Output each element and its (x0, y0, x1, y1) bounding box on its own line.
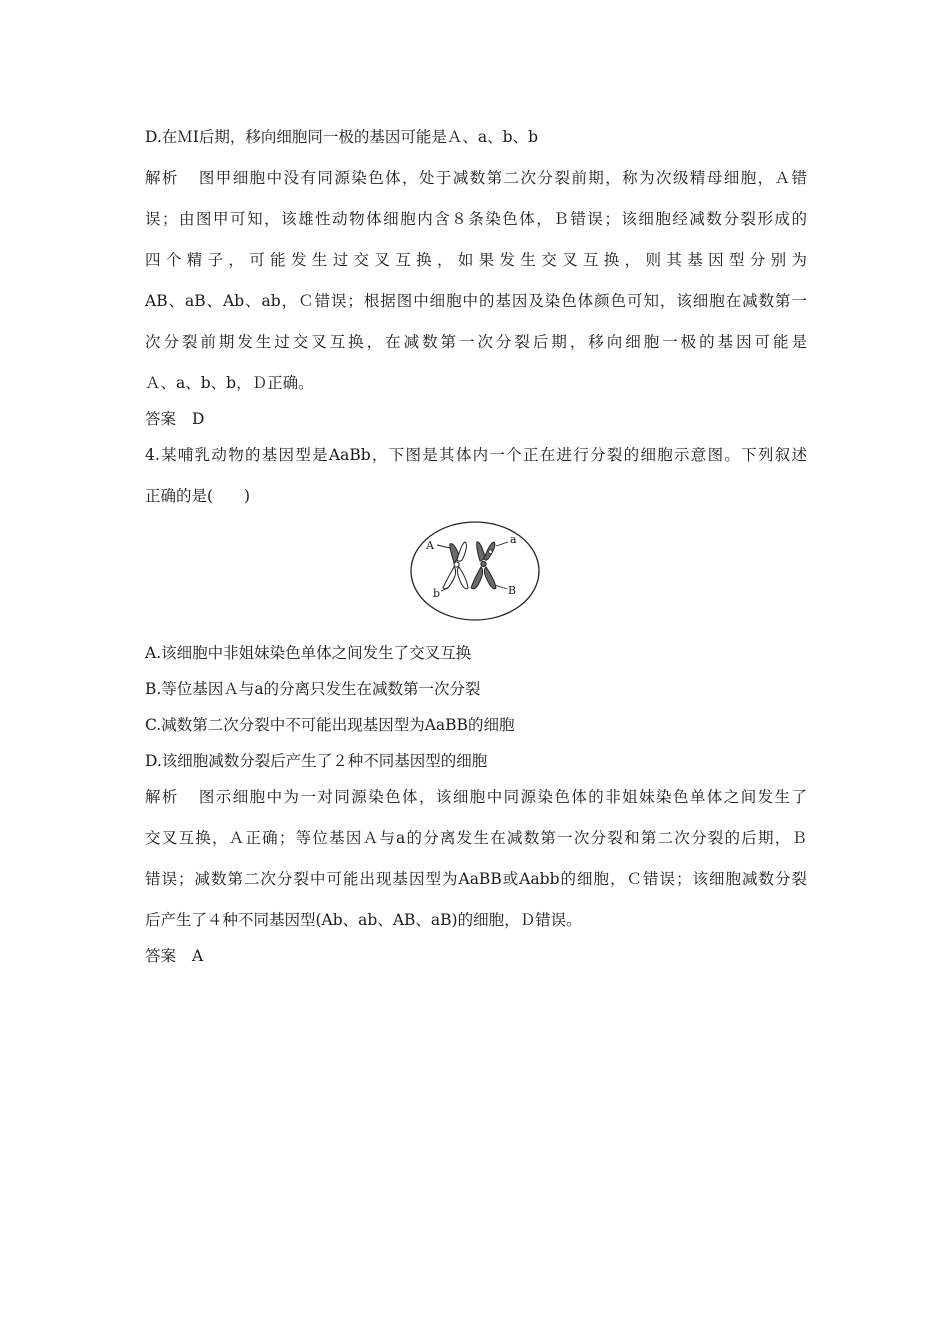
prev-analysis-line-6: Ａ、a、b、b，Ｄ正确。 (145, 374, 314, 392)
q4-stem-line-2: 正确的是( ) (145, 487, 251, 505)
prev-analysis (145, 165, 807, 396)
q4-option-c: C.减数第二次分裂中不可能出现基因型为AaBB的细胞 (145, 716, 515, 734)
q4-analysis-line-1: 解析 图示细胞中为一对同源染色体，该细胞中同源染色体的非姐妹染色单体之间发生了 (145, 788, 807, 806)
cell-diagram (407, 518, 543, 626)
cell-diagram-figure (145, 516, 807, 636)
gene-label-a: a (510, 533, 517, 546)
prev-answer-value: D (192, 410, 205, 428)
q4-analysis-line-3: 错误；减数第二次分裂中可能出现基因型为AaBB或Aabb的细胞，Ｃ错误；该细胞减数分裂 (145, 870, 807, 888)
cell-membrane (411, 522, 539, 620)
gene-label-B: B (508, 584, 517, 597)
page-content (145, 124, 807, 969)
q4-answer (145, 943, 807, 969)
prev-answer (145, 406, 807, 432)
q4-analysis-label: 解析 (145, 788, 179, 806)
q4-stem-line-1: 4.某哺乳动物的基因型是AaBb，下图是其体内一个正在进行分裂的细胞示意图。下列叙述 (145, 446, 807, 464)
q4-option-d: D.该细胞减数分裂后产生了２种不同基因型的细胞 (145, 752, 488, 770)
q4-answer-label: 答案 (145, 947, 177, 965)
prev-analysis-line-1: 解析 图甲细胞中没有同源染色体，处于减数第二次分裂前期，称为次级精母细胞，Ａ错 (145, 169, 807, 187)
q4-analysis-line-2: 交叉互换，Ａ正确；等位基因Ａ与a的分离发生在减数第一次分裂和第二次分裂的后期，Ｂ (145, 829, 807, 847)
prev-answer-label: 答案 (145, 410, 177, 428)
chromosome-white (443, 542, 468, 589)
chromosome-gray (471, 542, 496, 589)
prev-analysis-line-4: AB、aB、Ab、ab，Ｃ错误；根据图中细胞中的基因及染色体颜色可知，该细胞在减数第一 (145, 292, 807, 310)
q4-option-a: A.该细胞中非姐妹染色单体之间发生了交叉互换 (145, 644, 472, 662)
q4-answer-value: A (192, 947, 204, 965)
q4-analysis-line-4: 后产生了４种不同基因型(Ab、ab、AB、aB)的细胞，Ｄ错误。 (145, 911, 582, 929)
prev-option-d: D.在ＭⅠ后期，移向细胞同一极的基因可能是Ａ、a、b、b (145, 128, 539, 146)
gene-label-A: A (426, 539, 434, 552)
prev-analysis-label: 解析 (145, 169, 179, 187)
q4-analysis (145, 784, 807, 933)
prev-analysis-line-3: 四个精子，可能发生过交叉互换，如果发生交叉互换，则其基因型分别为 (145, 251, 807, 269)
gene-label-b: b (433, 587, 441, 600)
prev-analysis-line-5: 次分裂前期发生过交叉互换，在减数第一次分裂后期，移向细胞一极的基因可能是 (145, 333, 807, 351)
prev-analysis-line-2: 误；由图甲可知，该雄性动物体细胞内含８条染色体，Ｂ错误；该细胞经减数分裂形成的 (145, 210, 807, 228)
q4-option-b: B.等位基因Ａ与a的分离只发生在减数第一次分裂 (145, 680, 481, 698)
